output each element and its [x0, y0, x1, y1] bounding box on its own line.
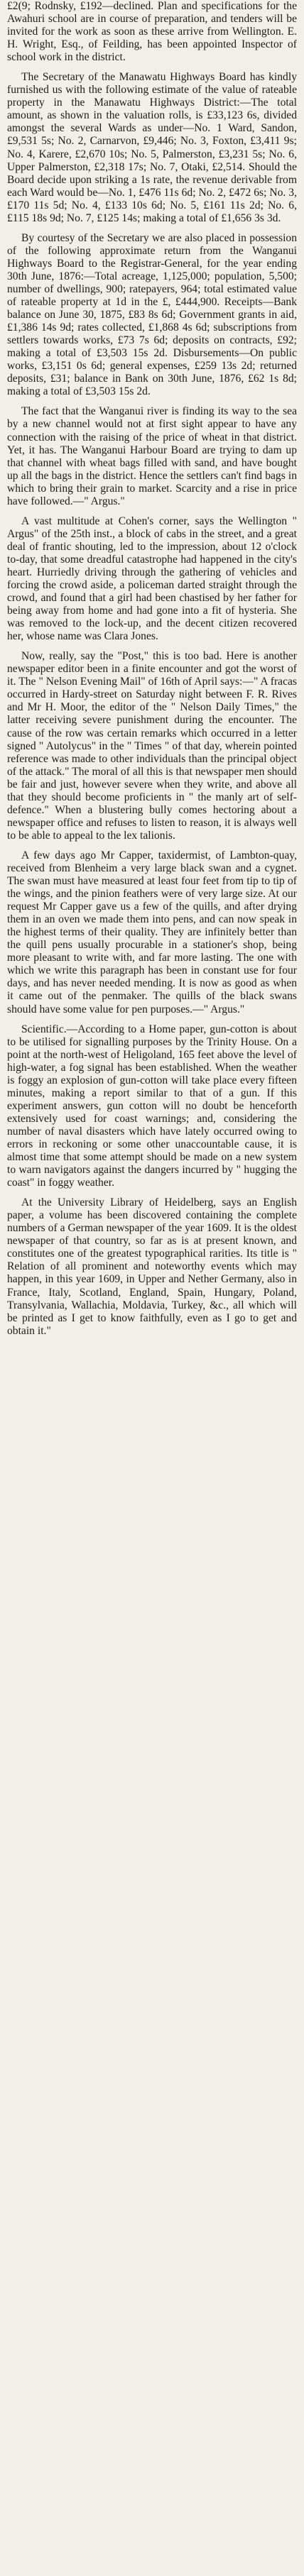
- paragraph-gun-cotton: Scientific.—According to a Home paper, gun-cotton is about to be utilised for signalling purposes by the Trinity House. On a point at the north-west of Heligoland, 165 feet above the level of high-water, a fog signal has been established. When the weather is foggy an explosion of gun-cotton will take place every fifteen minutes, making a report similar to that of a gun. If this experiment answers, gun cotton will no doubt be henceforth extensively used for coast warnings; and, considering the number of naval disasters which have lately occurred owing to errors in reckoning or some other unaccountable cause, it is almost time that some attempt should be made on a new system to warn navigators against the dangers incurred by " hugging the coast" in foggy weather.: [7, 1023, 297, 1189]
- paragraph-wheat-bags: The fact that the Wanganui river is finding its way to the sea by a new channel would not at first sight appear to have any connection with the raising of the price of wheat in that district. Yet, it has. The Wanganui Harbour Board are trying to dam up that channel with wheat bags filled with sand, and have bought up all the bags in the district. Hence the settlers can't find bags in which to bring their grain to market. Scarcity and a rise in price have followed.—" Argus.": [7, 405, 297, 507]
- paragraph-spacer: [7, 1016, 297, 1023]
- paragraph-spacer: [7, 225, 297, 232]
- paragraph-cohens-corner: A vast multitude at Cohen's corner, says the Wellington " Argus" of the 25th inst., a block of cabs in the street, and a great deal of frantic shouting, led to the impression, about 12 o'clock to-day, that some dreadful catastrophe had happened in the city's heart. Hurriedly driving through the gathering of vehicles and forcing the crowd aside, a policeman darted straight through the crowd, and found that a girl had been chastised by her father for being away from home and had gone into a fit of hysteria. She was removed to the lock-up, and the decent citizen recovered her, whose name was Clara Jones.: [7, 514, 297, 643]
- paragraph-spacer: [7, 842, 297, 849]
- paragraph-spacer: [7, 398, 297, 405]
- paragraph-spacer: [7, 64, 297, 71]
- paragraph-manawatu-rates: The Secretary of the Manawatu Highways Board has kindly furnished us with the following estimate of the value of rateable property in the Manawatu Highways District:—The total amount, as shown in the valuation rolls, is £33,123 6s, divided amongst the several Wards as under—No. 1 Ward, Sandon, £9,531 5s; No. 2, Carnarvon, £9,446; No. 3, Foxton, £3,411 9s; No. 4, Karere, £2,670 10s; No. 5, Palmerston, £3,231 5s; No. 6, Upper Palmerston, £2,318 17s; No. 7, Otaki, £2,514. Should the Board decide upon striking a 1s rate, the revenue derivable from each Ward would be—No. 1, £476 11s 6d; No. 2, £472 6s; No. 3, £170 11s 5d; No. 4, £133 10s 6d; No. 5, £161 11s 2d; No. 6, £115 18s 9d; No. 7, £125 14s; making a total of £1,656 3s 3d.: [7, 71, 297, 224]
- paragraph-spacer: [7, 508, 297, 515]
- paragraph-heidelberg: At the University Library of Heidelberg, says an English paper, a volume has been discovered containing the complete numbers of a German newspaper of the year 1609. It is the oldest newspaper of that country, so far as is at present known, and constitutes one of the greatest typographical rarities. Its title is " Relation of all prominent and noteworthy events which may happen, in this year 1609, in Upper and Nether Germany, also in France, Italy, Scotland, England, Spain, Hungary, Poland, Transylvania, Wallachia, Moldavia, Turkey, &c., all which will be printed as I get to know faithfully, even as I go to get and obtain it.": [7, 1196, 297, 1337]
- paragraph-editor-fracas: Now, really, say the "Post," this is too bad. Here is another newspaper editor been in a finite encounter and got the worst of it. The " Nelson Evening Mail" of 16th of April says:—" A fracas occurred in Hardy-street on Saturday night between F. R. Rives and Mr H. Moor, the editor of the " Nelson Daily Times," the latter receiving severe punishment during the encounter. The cause of the row was certain remarks which occurred in a letter signed " Autolycus" in the " Times " of that day, wherein pointed reference was made to other individuals than the principal object of the attack." The moral of all this is that newspaper men should be fair and just, however severe when they write, and above all that they should become proficients in " the manly art of self-defence." When a blustering bully comes hectoring about a newspaper office and refuses to listen to reason, it is always well to be able to appeal to the lex talionis.: [7, 650, 297, 842]
- paragraph-black-swan: A few days ago Mr Capper, taxidermist, of Lambton-quay, received from Blenheim a very large black swan and a cygnet. The swan must have measured at least four feet from tip to tip of the wings, and the pinion feathers were of very large size. At our request Mr Capper gave us a few of the quills, and after drying them in an oven we made them into pens, and can now speak in the highest terms of their quality. They are infinitely better than the quill pens usually procurable in a stationer's shop, being more pleasant to write with, and far more lasting. The one with which we write this paragraph has been in constant use for four days, and has never needed mending. It is now as good as when it came out of the penmaker. The quills of the black swans should have some value for pen purposes.—" Argus.": [7, 849, 297, 1015]
- paragraph-awahuri-school: £2(9; Rodnsky, £192—declined. Plan and specifications for the Awahuri school are in course of preparation, and tenders will be invited for the work as soon as these arrive from Wellington. E. H. Wright, Esq., of Feilding, has been appointed Inspector of school work in the district.: [7, 0, 297, 64]
- paragraph-spacer: [7, 1189, 297, 1196]
- paragraph-wanganui-return: By courtesy of the Secretary we are also placed in possession of the following approximate return from the Wanganui Highways Board to the Registrar-General, for the year ending 30th June, 1876:—Total acreage, 1,125,000; population, 5,500; number of dwellings, 900; ratepayers, 964; total estimated value of rateable property at 1d in the £, £444,900. Receipts—Bank balance on June 30, 1875, £83 8s 6d; Government grants in aid, £1,386 14s 9d; rates collected, £1,868 4s 6d; subscriptions from settlers towards works, £73 7s 6d; deposits on contracts, £92; making a total of £3,503 15s 2d. Disbursements—On public works, £3,151 0s 6d; general expenses, £259 13s 2d; returned deposits, £31; balance in Bank on 30th June, 1876, £62 1s 8d; making a total of £3,503 15s 2d.: [7, 231, 297, 398]
- paragraph-spacer: [7, 643, 297, 650]
- article-text: [7, 0, 297, 1338]
